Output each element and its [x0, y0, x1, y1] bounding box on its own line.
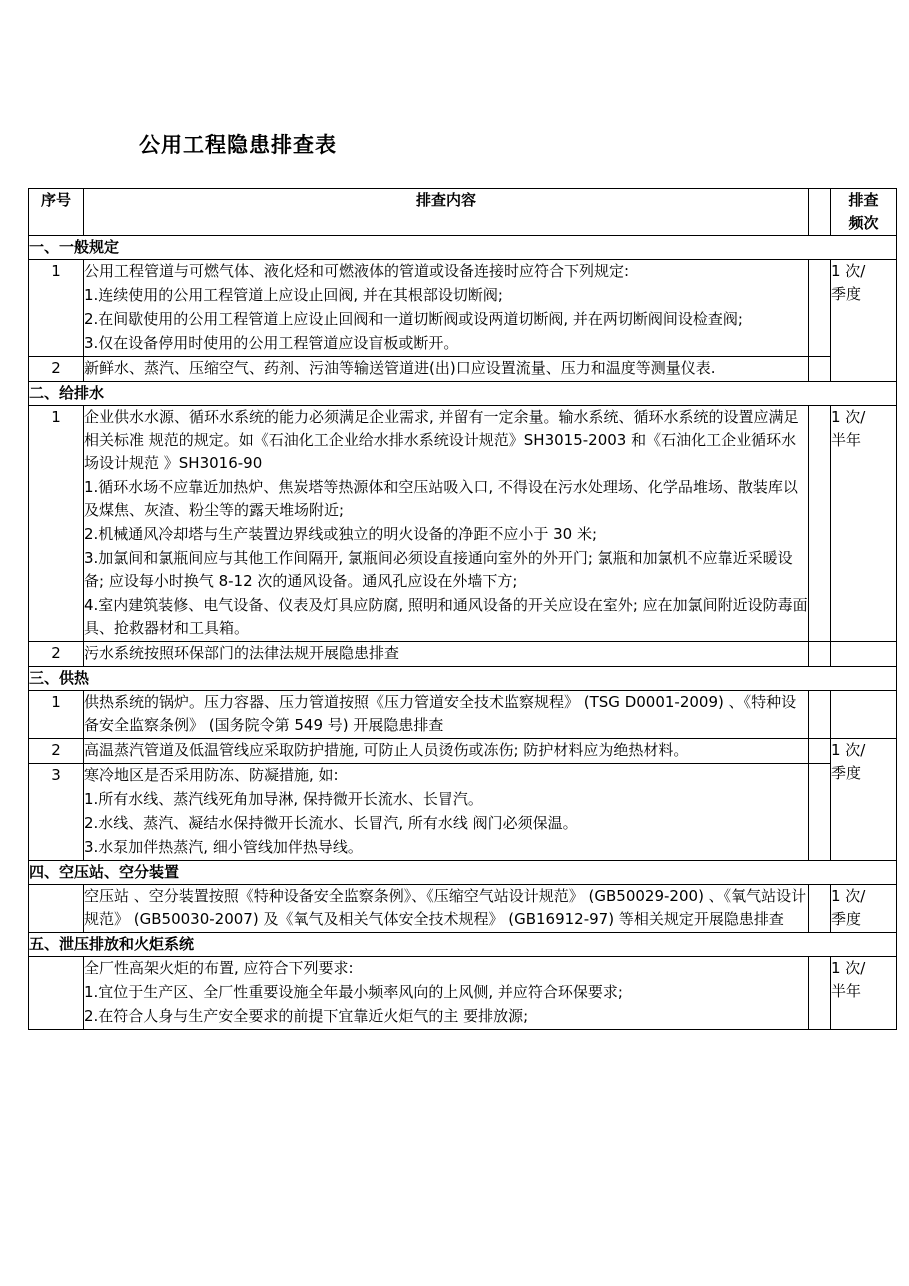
row-number: 1: [29, 406, 84, 642]
row-content: 污水系统按照环保部门的法律法规开展隐患排查: [84, 642, 809, 667]
section-header: 一、一般规定: [29, 236, 897, 260]
header-spacer: [809, 189, 831, 236]
table-row: [29, 739, 897, 764]
table-row: [29, 642, 897, 667]
row-frequency: 1 次/ 半年: [831, 957, 897, 1030]
row-content: 寒冷地区是否采用防冻、防凝措施, 如: 1.所有水线、蒸汽线死角加导淋, 保持微开长流水、长冒汽。 2.水线、蒸汽、凝结水保持微开长流水、长冒汽, 所有水线 阀门必须保温。 3.水泵加伴热蒸汽, 细小管线加伴热导线。: [84, 764, 809, 861]
row-number: 3: [29, 764, 84, 861]
row-content: 空压站 、空分装置按照《特种设备安全监察条例》、《压缩空气站设计规范》 (GB50029-200) 、《氧气站设计规范》 (GB50030-2007) 及《氧气及相关气体安全技术规程》 (GB16912-97) 等相关规定开展隐患排查: [84, 885, 809, 933]
page-title: 公用工程隐患排查表: [139, 133, 337, 157]
inspection-table: [28, 188, 897, 1030]
table-header-row: [29, 189, 897, 236]
table-row: [29, 885, 897, 933]
section-header: 三、供热: [29, 667, 897, 691]
row-frequency: 1 次/ 季度: [831, 260, 897, 382]
row-number: 2: [29, 642, 84, 667]
row-number: 1: [29, 260, 84, 357]
row-number: 2: [29, 357, 84, 382]
row-frequency: 1 次/ 季度: [831, 885, 897, 933]
row-content: 公用工程管道与可燃气体、液化烃和可燃液体的管道或设备连接时应符合下列规定: 1.连续使用的公用工程管道上应设止回阀, 并在其根部设切断阀; 2.在间歇使用的公用工程管道上应设止回阀和一道切断阀或设两道切断阀, 并在两切断阀间设检查阀; 3.仅在设备停用时使用的公用工程管道应设盲板或断开。: [84, 260, 809, 357]
row-content: 企业供水水源、循环水系统的能力必须满足企业需求, 并留有一定余量。输水系统、循环水系统的设置应满足相关标准 规范的规定。如《石油化工企业给水排水系统设计规范》SH3015-2003 和《石油化工企业循环水场设计规范 》SH3016-90 1.循环水场不应靠近加热炉、焦炭塔等热源体和空压站吸入口, 不得设在污水处理场、化学品堆场、散装库以及煤焦、灰渣、粉尘等的露天堆场附近; 2.机械通风冷却塔与生产装置边界线或独立的明火设备的净距不应小于 30 米; 3.加氯间和氯瓶间应与其他工作间隔开, 氯瓶间必须设直接通向室外的外开门; 氯瓶和加氯机不应靠近采暖设备; 应设每小时换气 8-12 次的通风设备。通风孔应设在外墙下方; 4.室内建筑装修、电气设备、仪表及灯具应防腐, 照明和通风设备的开关应设在室外; 应在加氯间附近设防毒面具、抢救器材和工具箱。: [84, 406, 809, 642]
section-header: 五、泄压排放和火炬系统: [29, 933, 897, 957]
table-row: [29, 260, 897, 357]
table-row: [29, 957, 897, 1030]
row-content: 供热系统的锅炉。压力容器、压力管道按照《压力管道安全技术监察规程》 (TSG D0001-2009) 、《特种设备安全监察条例》 (国务院令第 549 号) 开展隐患排查: [84, 691, 809, 739]
header-frequency: 排查 频次: [831, 189, 897, 236]
header-content: 排查内容: [84, 189, 809, 236]
row-number: [29, 885, 84, 933]
row-number: [29, 957, 84, 1030]
row-frequency: 1 次/ 季度: [831, 739, 897, 861]
row-content: 全厂性高架火炬的布置, 应符合下列要求: 1.宜位于生产区、全厂性重要设施全年最小频率风向的上风侧, 并应符合环保要求; 2.在符合人身与生产安全要求的前提下宜靠近火炬气的主 要排放源;: [84, 957, 809, 1030]
row-frequency: 1 次/ 半年: [831, 406, 897, 642]
section-header: 四、空压站、空分装置: [29, 861, 897, 885]
row-content: 高温蒸汽管道及低温管线应采取防护措施, 可防止人员烫伤或冻伤; 防护材料应为绝热材料。: [84, 739, 809, 764]
table-row: [29, 406, 897, 642]
row-number: 1: [29, 691, 84, 739]
table-row: [29, 764, 897, 861]
row-number: 2: [29, 739, 84, 764]
section-header: 二、给排水: [29, 382, 897, 406]
table-row: [29, 357, 897, 382]
header-no: 序号: [29, 189, 84, 236]
table-row: [29, 691, 897, 739]
row-content: 新鲜水、蒸汽、压缩空气、药剂、污油等输送管道进(出)口应设置流量、压力和温度等测量仪表.: [84, 357, 809, 382]
